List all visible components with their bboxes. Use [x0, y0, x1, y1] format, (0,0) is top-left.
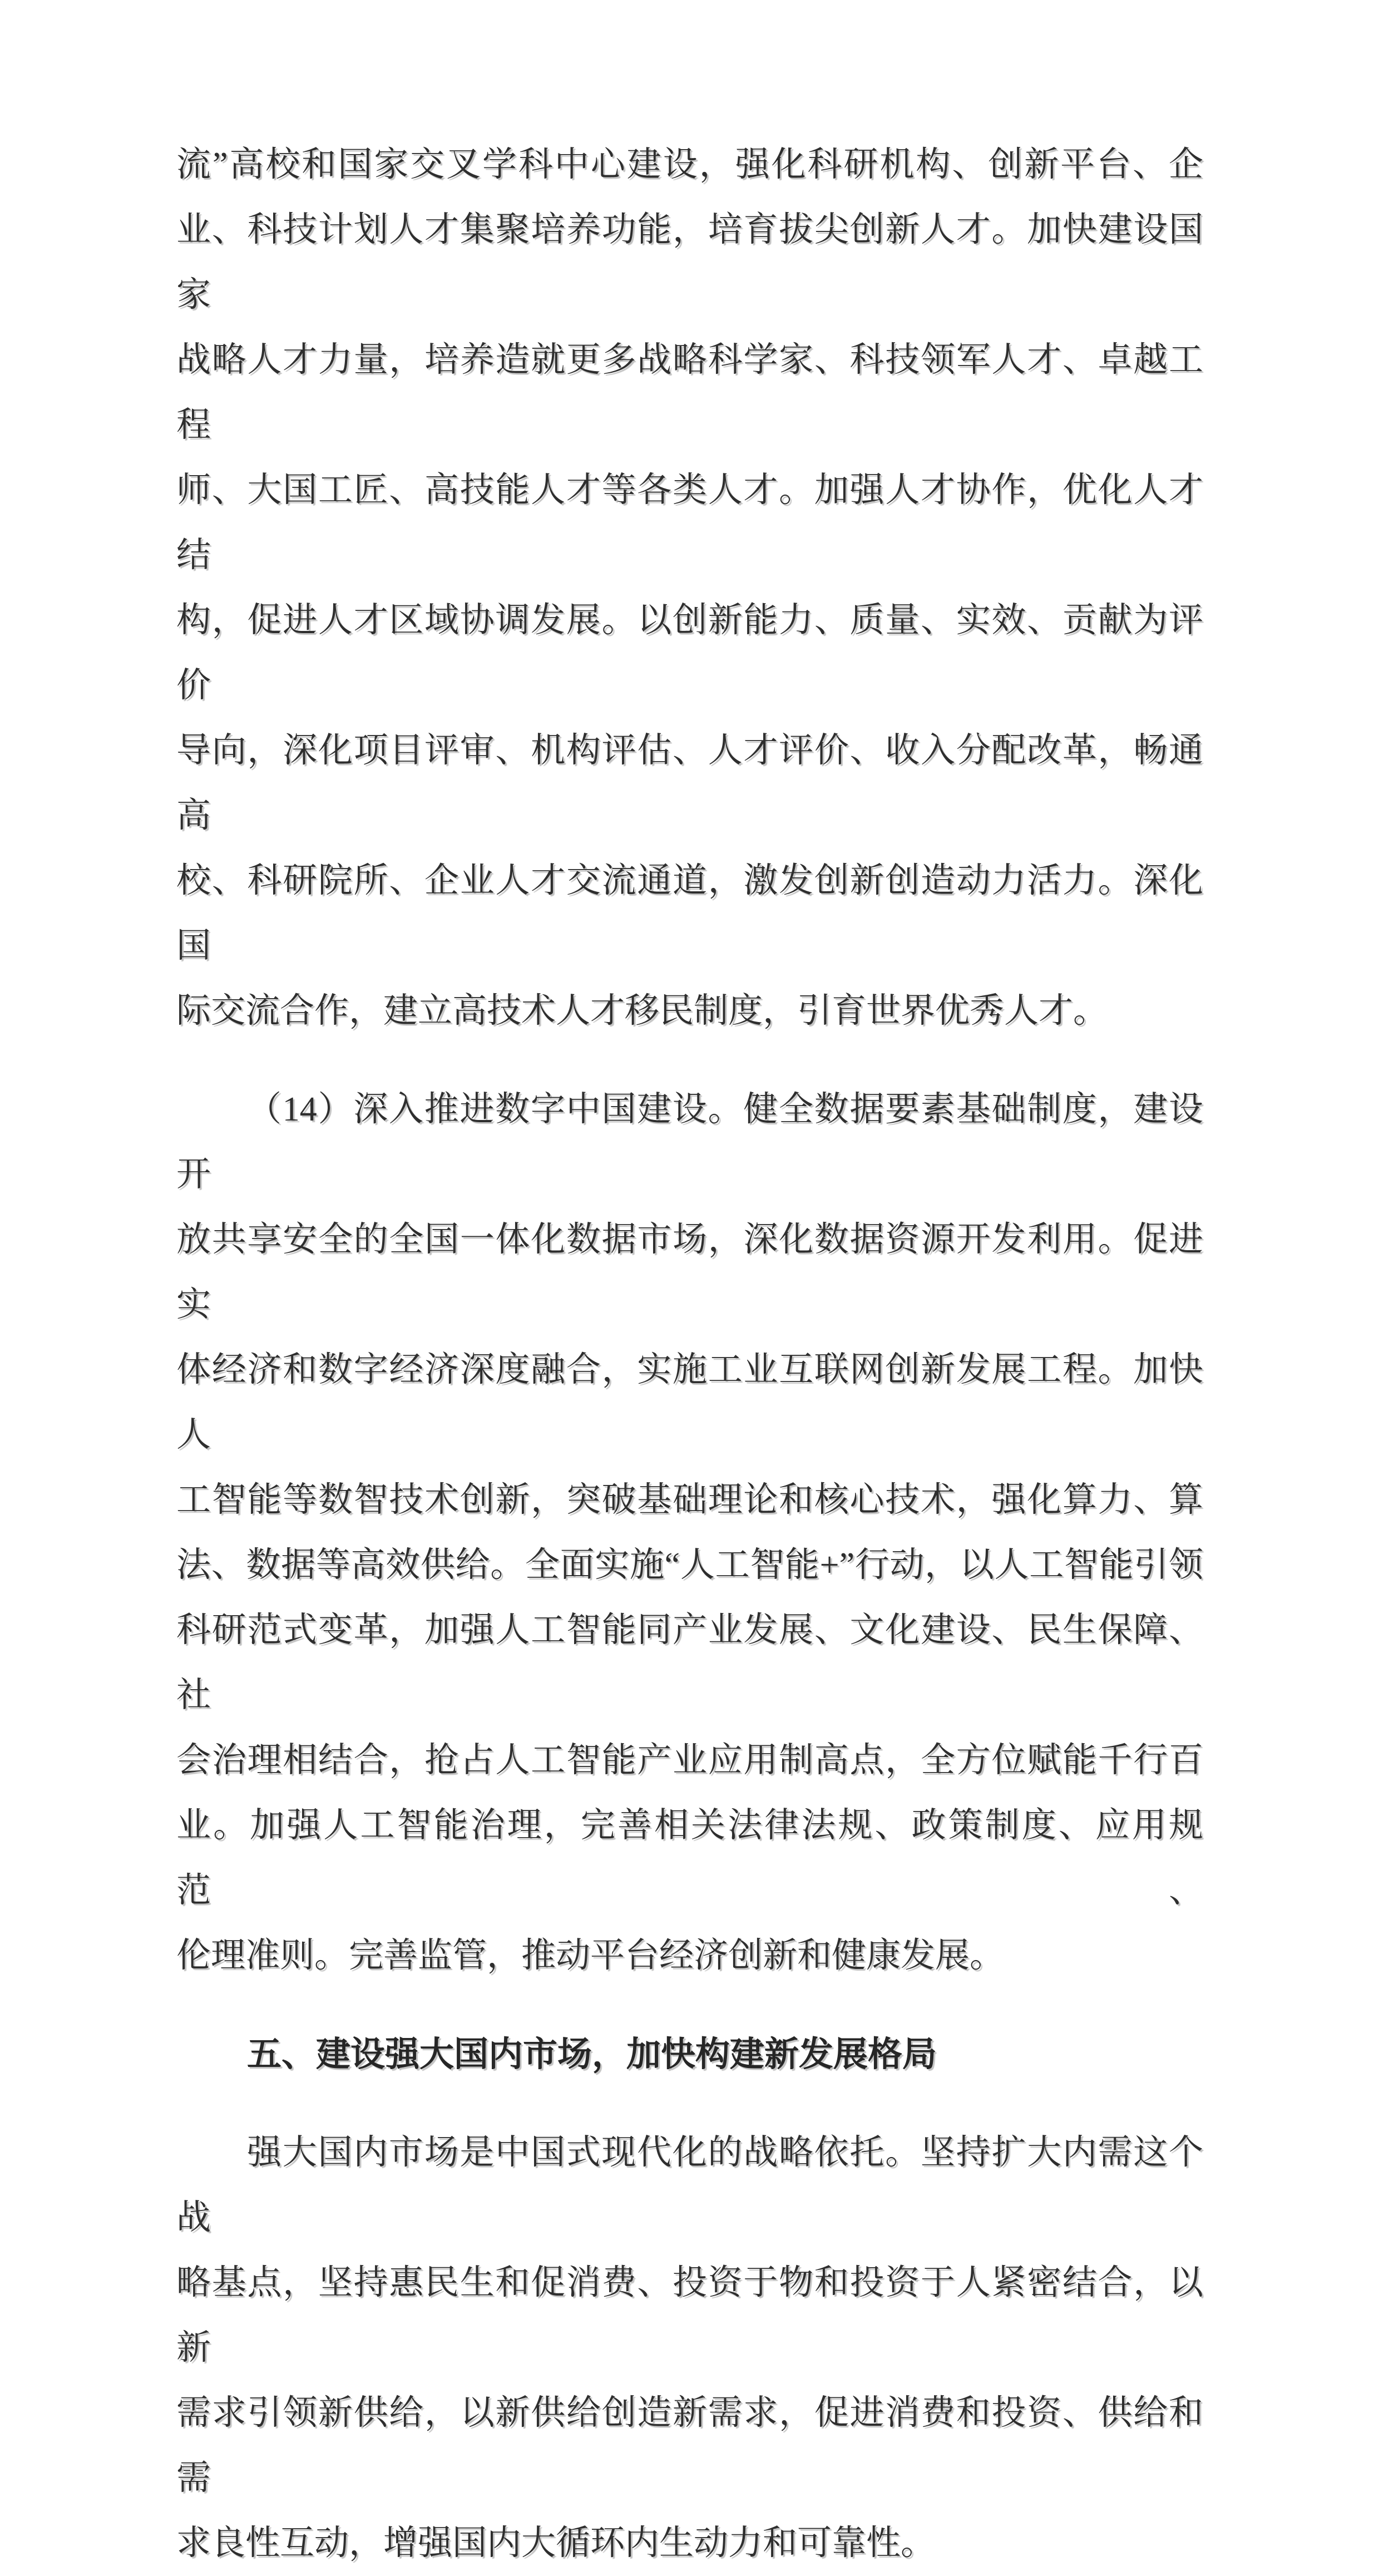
text-line: 伦理准则。完善监管，推动平台经济创新和健康发展。: [176, 1937, 1005, 1975]
section-heading: 五、建设强大国内市场，加快构建新发展格局: [247, 2035, 937, 2074]
text-line: 导向，深化项目评审、机构评估、人才评价、收入分配改革，畅通高: [176, 732, 1203, 835]
text-line: 流”高校和国家交叉学科中心建设，强化科研机构、创新平台、企: [176, 146, 1203, 184]
text-line: 际交流合作，建立高技术人才移民制度，引育世界优秀人才。: [176, 992, 1108, 1030]
text-line: 略基点，坚持惠民生和促消费、投资于物和投资于人紧密结合，以新: [176, 2264, 1203, 2367]
text-line: 会治理相结合，抢占人工智能产业应用制高点，全方位赋能千行百: [176, 1741, 1203, 1779]
text-line: 构，促进人才区域协调发展。以创新能力、质量、实效、贡献为评价: [176, 601, 1203, 704]
text-line: （14）深入推进数字中国建设。健全数据要素基础制度，建设开: [176, 1090, 1203, 1193]
text-line: 放共享安全的全国一体化数据市场，深化数据资源开发利用。促进实: [176, 1221, 1203, 1324]
text-line: 业。加强人工智能治理，完善相关法律法规、政策制度、应用规范、: [176, 1807, 1203, 1909]
text-line: 科研范式变革，加强人工智能同产业发展、文化建设、民生保障、社: [176, 1611, 1203, 1714]
text-line: 业、科技计划人才集聚培养功能，培育拔尖创新人才。加快建设国家: [176, 211, 1203, 314]
text-line: 求良性互动，增强国内大循环内生动力和可靠性。: [176, 2524, 936, 2562]
text-line: 需求引领新供给，以新供给创造新需求，促进消费和投资、供给和需: [176, 2394, 1203, 2497]
paragraph-talent-continuation: [176, 132, 1203, 1044]
text-line: 校、科研院所、企业人才交流通道，激发创新创造动力活力。深化国: [176, 862, 1203, 965]
paragraph-domestic-market: [176, 2120, 1203, 2576]
text-line: 工智能等数智技术创新，突破基础理论和核心技术，强化算力、算: [176, 1481, 1203, 1519]
text-line: 师、大国工匠、高技能人才等各类人才。加强人才协作，优化人才结: [176, 471, 1203, 574]
text-line: 强大国内市场是中国式现代化的战略依托。坚持扩大内需这个战: [176, 2134, 1203, 2237]
text-line: 战略人才力量，培养造就更多战略科学家、科技领军人才、卓越工程: [176, 341, 1203, 444]
text-line: 体经济和数字经济深度融合，实施工业互联网创新发展工程。加快人: [176, 1351, 1203, 1454]
paragraph-digital-china: [176, 1077, 1203, 1988]
text-line: 法、数据等高效供给。全面实施“人工智能+”行动，以人工智能引领: [176, 1546, 1203, 1584]
page-content: [176, 132, 1203, 2576]
